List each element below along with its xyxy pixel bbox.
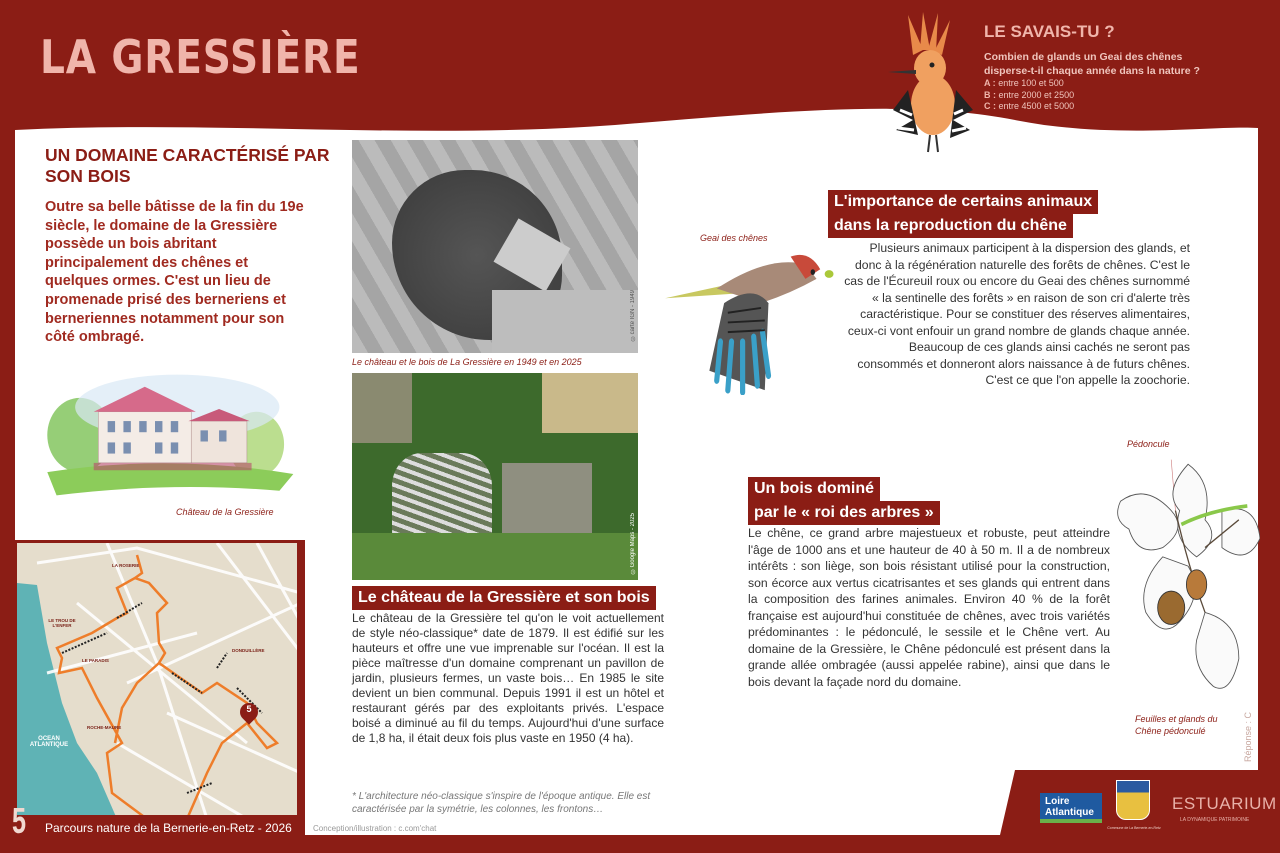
current-stop-number: 5 (246, 704, 252, 714)
bois-heading (748, 477, 940, 525)
answer-a: A : entre 100 et 500 (984, 78, 1064, 88)
chateau-illustration (28, 370, 308, 500)
bois-heading-line1: Un bois dominé (748, 477, 880, 501)
did-you-know-question: Combien de glands un Geai des chênes disperse-t-il chaque année dans la nature ? (984, 51, 1200, 77)
trail-map[interactable] (15, 541, 299, 817)
map-label: OCEAN ATLANTIQUE (29, 736, 69, 748)
map-label: ROCHE-MAURE (87, 725, 122, 730)
animaux-heading-line1: L'importance de certains animaux (828, 190, 1098, 214)
answer-reveal: Réponse : C (1243, 712, 1253, 763)
chateau-footnote: * L'architecture néo-classique s'inspire de l'époque antique. Elle est caractérisée par la symétrie, les colonnes, les frontons… (352, 791, 651, 815)
aerial-photo-1949 (352, 140, 638, 353)
jay-illustration (665, 245, 835, 395)
photos-caption: Le château et le bois de La Gressière en 1949 et en 2025 (352, 357, 582, 367)
hoopoe-illustration (888, 10, 978, 155)
photo-credit: ©Google Maps - 2025 (630, 513, 636, 574)
map-label: LE TROU DE L'ENFER (48, 618, 76, 628)
map-label: DONDUILLÈRE (232, 648, 265, 653)
loire-atlantique-logo: Loire Atlantique (1040, 793, 1102, 823)
pedoncule-label: Pédoncule (1127, 439, 1170, 449)
stop-number: 5 (12, 800, 27, 841)
domaine-intro: Outre sa belle bâtisse de la fin du 19e siècle, le domaine de la Gressière possède un bois abritant principalement des chênes et quelques ormes. C'est un lieu de promenade prisé des berneriens et berneriennes notamment pour son côté ombragé. (45, 199, 304, 346)
did-you-know-title: LE SAVAIS-TU ? (984, 22, 1115, 41)
page-title: LA GRESSIÈRE (40, 30, 361, 84)
commune-crest-logo (1116, 780, 1150, 820)
oak-leaf-illustration (1112, 455, 1260, 705)
chateau-text: Le château de la Gressière tel qu'on le voit actuellement de style néo-classique* date de 1879. Il est édifié sur les hauteurs et offre une vue imprenable sur l'océan. Il est la pièce maîtresse d'un domaine comprenant un pavillon de jardin, plusieurs fermes, un vaste bois… En 1985 le site devient un bien communal. Depuis 1991 il est un hôtel et restaurant gérés par des exploitants privés. L'espace boisé a diminué au fil du temps. Aujourd'hui d'une surface de 1,8 ha, il était deux fois plus vaste en 1950 (4 ha). (352, 611, 664, 745)
chateau-caption: Château de la Gressière (176, 507, 274, 517)
animaux-heading (828, 190, 1098, 238)
bois-text: Le chêne, ce grand arbre majestueux et robuste, peut atteindre l'âge de 1000 ans et une hauteur de 40 à 50 m. Il a de nombreux intérêts : son liège, son bois résistant utilisé pour la construction, son écorce aux vertus cicatrisantes et ses glands qui entrent dans la composition des farines animales. Environ 40 % de la forêt française est aujourd'hui constituée de chênes, avec trois variétés prédominantes : le pédonculé, le sessile et le Chêne vert. Au domaine de la Gressière, le Chêne pédonculé est présent dans la grande allée ombragée (aussi appelée rabine), ainsi que dans le bois devant la façade nord du domaine. (748, 526, 1110, 689)
answer-c: C : entre 4500 et 5000 (984, 101, 1075, 111)
domaine-heading: UN DOMAINE CARACTÉRISÉ PAR SON BOIS (45, 145, 330, 186)
map-label: LE PARADIS (82, 658, 109, 663)
answer-b: B : entre 2000 et 2500 (984, 89, 1075, 100)
commune-label: Commune de La Bernerie-en-Retz (1107, 826, 1161, 830)
estuarium-tagline: LA DYNAMIQUE PATRIMOINE (1180, 817, 1250, 823)
chateau-heading: Le château de la Gressière et son bois (352, 586, 656, 610)
footer-title: Parcours nature de la Bernerie-en-Retz - 2026 (45, 821, 292, 835)
map-graphic (17, 543, 299, 817)
aerial-photo-2025 (352, 373, 638, 580)
design-credit: Conception/illustration : c.com'chat (313, 824, 437, 833)
jay-caption: Geai des chênes (700, 233, 768, 243)
did-you-know-box (984, 22, 1224, 113)
photo-credit: ©carte IGN - 1949 (630, 290, 636, 341)
animaux-text: Plusieurs animaux participent à la dispersion des glands, et donc à la régénération naturelle des forêts de chênes. C'est le cas de l'Écureuil roux ou encore du Geai des chênes surnommé « la sentinelle des forêts » en raison de son cri d'alerte très caractéristique. Pour se constituer des réserves alimentaires, ceux-ci vont enfouir un grand nombre de glands chaque année. Beaucoup de ces glands ainsi cachés ne seront pas consommés et donneront alors naissance à de futurs chênes. C'est ce que l'on appelle la zoochorie. (844, 241, 1190, 387)
estuarium-logo: ESTUARIUM (1172, 794, 1277, 813)
animaux-heading-line2: dans la reproduction du chêne (828, 214, 1073, 238)
bois-heading-line2: par le « roi des arbres » (748, 501, 940, 525)
map-label: LA ROSERIE (112, 563, 140, 568)
leaf-caption: Feuilles et glands du Chêne pédonculé (1135, 714, 1218, 736)
